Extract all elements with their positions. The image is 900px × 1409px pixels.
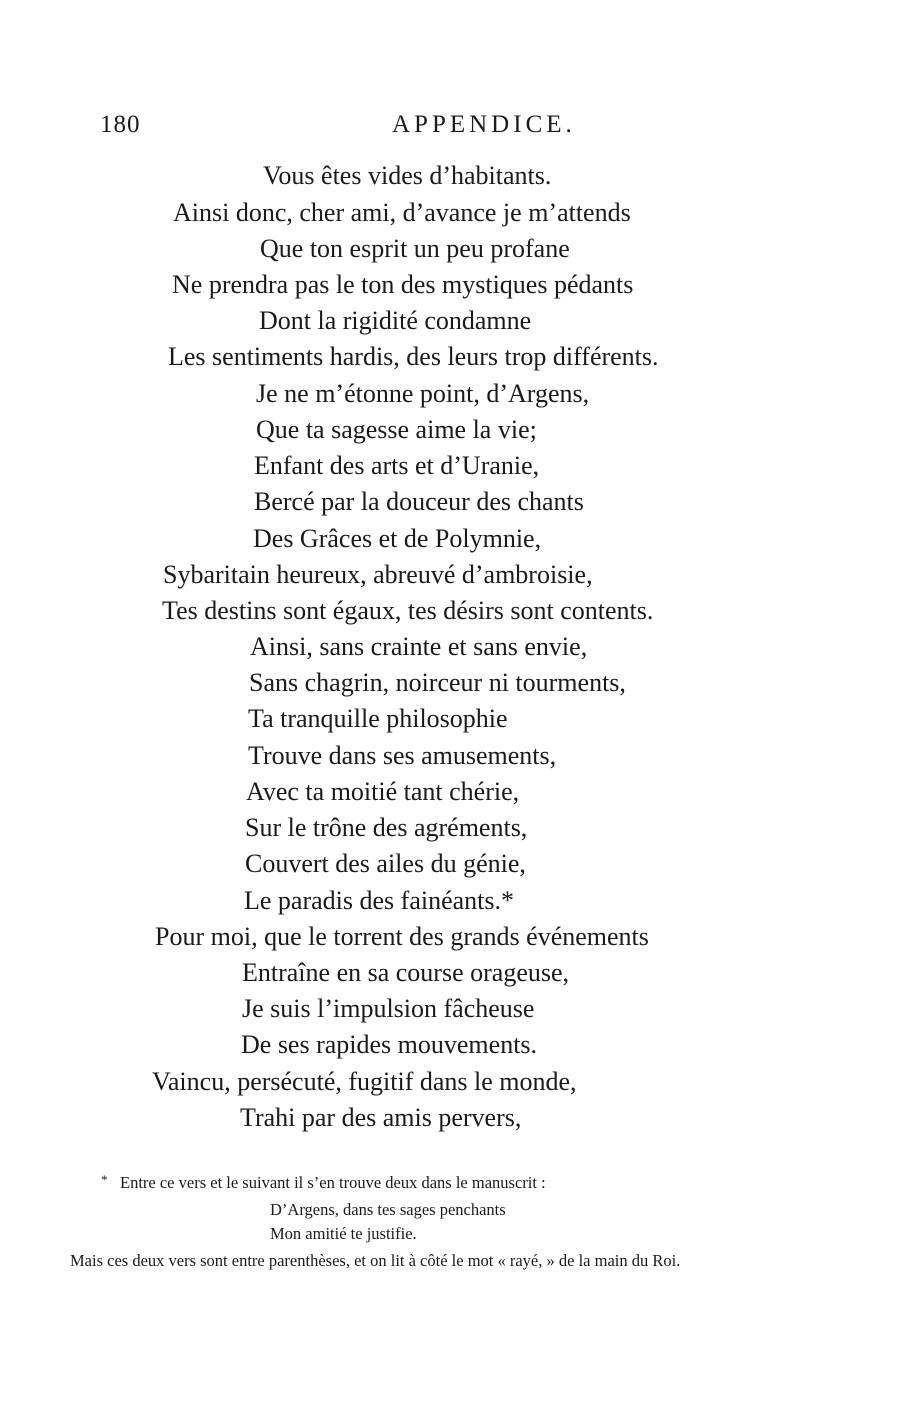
footnote-quoted-line: D’Argens, dans tes sages penchants [270,1200,506,1219]
verse-line: Couvert des ailes du génie, [245,849,526,878]
verse-line: Que ton esprit un peu profane [260,234,570,263]
verse-line: Je ne m’étonne point, d’Argens, [256,379,590,408]
verse-line: Ainsi, sans crainte et sans envie, [250,632,588,661]
verse-line: Avec ta moitié tant chérie, [246,777,520,806]
verse-line: Ainsi donc, cher ami, d’avance je m’attends [173,198,631,227]
verse-line: Tes destins sont égaux, tes désirs sont contents. [162,596,654,625]
verse-line: Sur le trône des agréments, [245,813,528,842]
verse-line: Sybaritain heureux, abreuvé d’ambroisie, [163,560,593,589]
verse-line: Bercé par la douceur des chants [254,487,584,516]
verse-line: Je suis l’impulsion fâcheuse [242,994,535,1023]
footnote-intro: Entre ce vers et le suivant il s’en trouve deux dans le manuscrit : [120,1173,546,1192]
verse-line: Ta tranquille philosophie [248,704,508,733]
verse-line: Trouve dans ses amusements, [248,741,557,770]
footnote-conclusion: Mais ces deux vers sont entre parenthèses, et on lit à côté le mot « rayé, » de la main du Roi. [70,1251,681,1270]
running-title: APPENDICE. [392,111,576,138]
footnote-marker: * [101,1172,108,1187]
verse-line: Vous êtes vides d’habitants. [263,161,552,190]
verse-line: Le paradis des fainéants.* [244,886,515,915]
verse-line: Trahi par des amis pervers, [240,1103,522,1132]
verse-line: Dont la rigidité condamne [259,306,532,335]
verse-line: Enfant des arts et d’Uranie, [254,451,540,480]
verse-line: Des Grâces et de Polymnie, [253,524,542,553]
verse-line: Que ta sagesse aime la vie; [256,415,537,444]
verse-line: Pour moi, que le torrent des grands événements [155,922,649,951]
verse-line: Entraîne en sa course orageuse, [242,958,570,987]
verse-line: De ses rapides mouvements. [241,1030,538,1059]
verse-line: Les sentiments hardis, des leurs trop différents. [168,342,659,371]
verse-line: Sans chagrin, noirceur ni tourments, [249,668,626,697]
footnote-quoted-line: Mon amitié te justifie. [270,1224,417,1243]
page-number: 180 [100,111,141,138]
verse-line: Ne prendra pas le ton des mystiques pédants [172,270,634,299]
verse-line: Vaincu, persécuté, fugitif dans le monde, [152,1067,577,1096]
